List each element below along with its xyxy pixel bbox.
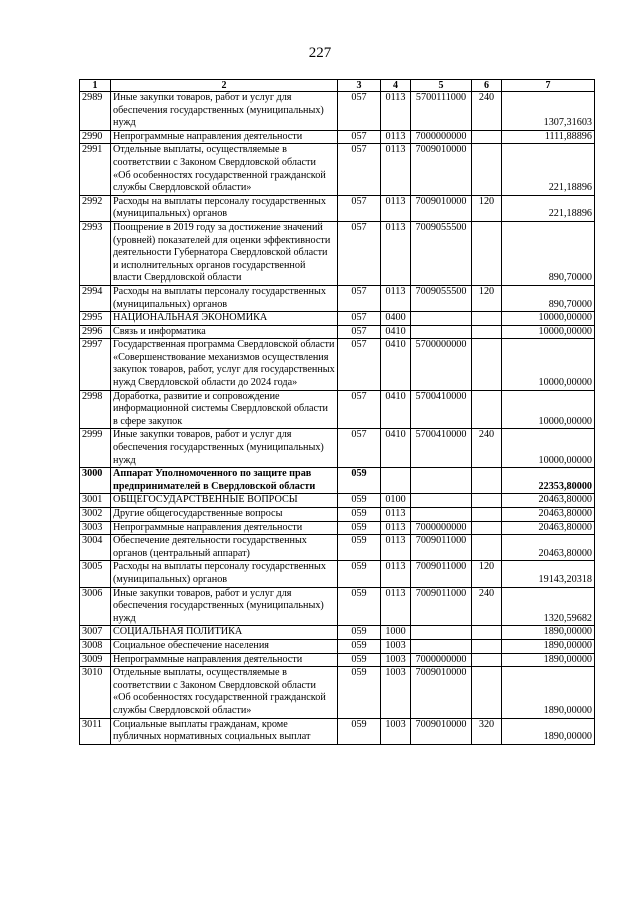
row-amount: 10000,00000 bbox=[502, 312, 595, 326]
section-code: 0113 bbox=[381, 144, 411, 195]
admin-code: 057 bbox=[338, 429, 381, 468]
row-amount: 19143,20318 bbox=[502, 561, 595, 587]
table-row bbox=[80, 92, 595, 131]
admin-code: 059 bbox=[338, 587, 381, 626]
row-name: Расходы на выплаты персоналу государственных (муниципальных) органов bbox=[111, 285, 338, 311]
expense-type-code bbox=[472, 325, 502, 339]
row-number: 3010 bbox=[80, 667, 111, 718]
section-code bbox=[381, 468, 411, 494]
table-row bbox=[80, 285, 595, 311]
expense-type-code: 240 bbox=[472, 587, 502, 626]
row-amount: 20463,80000 bbox=[502, 494, 595, 508]
budget-table bbox=[79, 79, 595, 745]
row-amount: 221,18896 bbox=[502, 195, 595, 221]
target-article-code bbox=[411, 626, 472, 640]
table-row bbox=[80, 508, 595, 522]
row-name: Другие общегосударственные вопросы bbox=[111, 508, 338, 522]
expense-type-code: 120 bbox=[472, 285, 502, 311]
table-row bbox=[80, 494, 595, 508]
section-code: 0113 bbox=[381, 508, 411, 522]
table-row bbox=[80, 718, 595, 744]
row-amount: 20463,80000 bbox=[502, 535, 595, 561]
row-name: Социальное обеспечение населения bbox=[111, 639, 338, 653]
admin-code: 059 bbox=[338, 626, 381, 640]
column-header: 2 bbox=[111, 80, 338, 92]
table-row bbox=[80, 221, 595, 285]
row-amount: 1890,00000 bbox=[502, 626, 595, 640]
table-body bbox=[80, 92, 595, 745]
target-article-code: 7009055500 bbox=[411, 221, 472, 285]
expense-type-code: 120 bbox=[472, 561, 502, 587]
column-header: 3 bbox=[338, 80, 381, 92]
section-code: 0400 bbox=[381, 312, 411, 326]
row-number: 2993 bbox=[80, 221, 111, 285]
target-article-code: 7000000000 bbox=[411, 521, 472, 535]
admin-code: 057 bbox=[338, 325, 381, 339]
row-name: Отдельные выплаты, осуществляемые в соответствии с Законом Свердловской области «Об особенностях государственной гражданской службы Свердловской области» bbox=[111, 144, 338, 195]
page-number: 227 bbox=[308, 45, 332, 61]
target-article-code: 7000000000 bbox=[411, 130, 472, 144]
admin-code: 059 bbox=[338, 508, 381, 522]
row-number: 2990 bbox=[80, 130, 111, 144]
section-code: 0113 bbox=[381, 195, 411, 221]
row-number: 3001 bbox=[80, 494, 111, 508]
row-name: Расходы на выплаты персоналу государственных (муниципальных) органов bbox=[111, 195, 338, 221]
target-article-code: 7009010000 bbox=[411, 667, 472, 718]
expense-type-code bbox=[472, 494, 502, 508]
row-name: НАЦИОНАЛЬНАЯ ЭКОНОМИКА bbox=[111, 312, 338, 326]
row-number: 2996 bbox=[80, 325, 111, 339]
row-name: Поощрение в 2019 году за достижение значений (уровней) показателей для оценки эффективности деятельности Губернатора Свердловской области и исполнительных органов государственной власти Свердловской области bbox=[111, 221, 338, 285]
expense-type-code bbox=[472, 339, 502, 390]
section-code: 1003 bbox=[381, 653, 411, 667]
target-article-code: 7009011000 bbox=[411, 587, 472, 626]
target-article-code: 5700410000 bbox=[411, 429, 472, 468]
row-number: 3000 bbox=[80, 468, 111, 494]
table-row bbox=[80, 195, 595, 221]
row-name: Обеспечение деятельности государственных органов (центральный аппарат) bbox=[111, 535, 338, 561]
row-amount: 1307,31603 bbox=[502, 92, 595, 131]
section-code: 0410 bbox=[381, 390, 411, 429]
table-row bbox=[80, 653, 595, 667]
expense-type-code bbox=[472, 667, 502, 718]
row-amount: 22353,80000 bbox=[502, 468, 595, 494]
row-number: 2992 bbox=[80, 195, 111, 221]
section-code: 1000 bbox=[381, 626, 411, 640]
column-header: 7 bbox=[502, 80, 595, 92]
admin-code: 059 bbox=[338, 468, 381, 494]
row-amount: 10000,00000 bbox=[502, 325, 595, 339]
expense-type-code bbox=[472, 312, 502, 326]
table-row bbox=[80, 144, 595, 195]
column-header: 5 bbox=[411, 80, 472, 92]
row-name: Государственная программа Свердловской области «Совершенствование механизмов осуществления закупок товаров, работ, услуг для государственных нужд Свердловской области до 2024 года» bbox=[111, 339, 338, 390]
row-name: СОЦИАЛЬНАЯ ПОЛИТИКА bbox=[111, 626, 338, 640]
row-name: Социальные выплаты гражданам, кроме публичных нормативных социальных выплат bbox=[111, 718, 338, 744]
target-article-code: 7009055500 bbox=[411, 285, 472, 311]
target-article-code: 7009010000 bbox=[411, 718, 472, 744]
row-name: Непрограммные направления деятельности bbox=[111, 521, 338, 535]
target-article-code: 7000000000 bbox=[411, 653, 472, 667]
row-number: 2995 bbox=[80, 312, 111, 326]
row-number: 2998 bbox=[80, 390, 111, 429]
table-row bbox=[80, 429, 595, 468]
section-code: 1003 bbox=[381, 718, 411, 744]
expense-type-code: 320 bbox=[472, 718, 502, 744]
row-name: Непрограммные направления деятельности bbox=[111, 653, 338, 667]
expense-type-code bbox=[472, 390, 502, 429]
admin-code: 059 bbox=[338, 494, 381, 508]
target-article-code: 7009011000 bbox=[411, 561, 472, 587]
row-amount: 1320,59682 bbox=[502, 587, 595, 626]
section-code: 0113 bbox=[381, 521, 411, 535]
row-number: 3003 bbox=[80, 521, 111, 535]
expense-type-code bbox=[472, 508, 502, 522]
target-article-code bbox=[411, 508, 472, 522]
row-amount: 10000,00000 bbox=[502, 429, 595, 468]
expense-type-code bbox=[472, 639, 502, 653]
table-row bbox=[80, 587, 595, 626]
row-name: Расходы на выплаты персоналу государственных (муниципальных) органов bbox=[111, 561, 338, 587]
target-article-code bbox=[411, 639, 472, 653]
row-name: Иные закупки товаров, работ и услуг для обеспечения государственных (муниципальных) нужд bbox=[111, 429, 338, 468]
section-code: 0113 bbox=[381, 587, 411, 626]
row-amount: 221,18896 bbox=[502, 144, 595, 195]
row-number: 3007 bbox=[80, 626, 111, 640]
section-code: 0113 bbox=[381, 92, 411, 131]
target-article-code: 7009010000 bbox=[411, 144, 472, 195]
table-row bbox=[80, 468, 595, 494]
section-code: 0113 bbox=[381, 561, 411, 587]
row-amount: 1890,00000 bbox=[502, 718, 595, 744]
row-number: 2994 bbox=[80, 285, 111, 311]
expense-type-code bbox=[472, 468, 502, 494]
row-name: Иные закупки товаров, работ и услуг для обеспечения государственных (муниципальных) нужд bbox=[111, 587, 338, 626]
admin-code: 059 bbox=[338, 639, 381, 653]
column-header: 1 bbox=[80, 80, 111, 92]
row-amount: 1111,88896 bbox=[502, 130, 595, 144]
target-article-code bbox=[411, 312, 472, 326]
section-code: 0410 bbox=[381, 325, 411, 339]
row-name: Доработка, развитие и сопровождение информационной системы Свердловской области в сфере закупок bbox=[111, 390, 338, 429]
admin-code: 057 bbox=[338, 92, 381, 131]
expense-type-code bbox=[472, 144, 502, 195]
admin-code: 059 bbox=[338, 535, 381, 561]
admin-code: 057 bbox=[338, 390, 381, 429]
admin-code: 059 bbox=[338, 561, 381, 587]
section-code: 0113 bbox=[381, 130, 411, 144]
expense-type-code bbox=[472, 130, 502, 144]
section-code: 0410 bbox=[381, 339, 411, 390]
admin-code: 057 bbox=[338, 195, 381, 221]
section-code: 0410 bbox=[381, 429, 411, 468]
row-number: 3008 bbox=[80, 639, 111, 653]
target-article-code: 5700000000 bbox=[411, 339, 472, 390]
column-header: 6 bbox=[472, 80, 502, 92]
row-name: Непрограммные направления деятельности bbox=[111, 130, 338, 144]
row-name: Иные закупки товаров, работ и услуг для обеспечения государственных (муниципальных) нужд bbox=[111, 92, 338, 131]
table-row bbox=[80, 130, 595, 144]
row-amount: 20463,80000 bbox=[502, 508, 595, 522]
section-code: 0100 bbox=[381, 494, 411, 508]
row-name: Аппарат Уполномоченного по защите прав предпринимателей в Свердловской области bbox=[111, 468, 338, 494]
row-amount: 20463,80000 bbox=[502, 521, 595, 535]
target-article-code: 5700410000 bbox=[411, 390, 472, 429]
row-name: ОБЩЕГОСУДАРСТВЕННЫЕ ВОПРОСЫ bbox=[111, 494, 338, 508]
target-article-code bbox=[411, 468, 472, 494]
row-number: 3011 bbox=[80, 718, 111, 744]
section-code: 1003 bbox=[381, 639, 411, 653]
admin-code: 059 bbox=[338, 653, 381, 667]
expense-type-code bbox=[472, 521, 502, 535]
target-article-code bbox=[411, 325, 472, 339]
row-amount: 10000,00000 bbox=[502, 390, 595, 429]
row-amount: 1890,00000 bbox=[502, 667, 595, 718]
row-number: 3009 bbox=[80, 653, 111, 667]
row-number: 3002 bbox=[80, 508, 111, 522]
expense-type-code bbox=[472, 221, 502, 285]
expense-type-code: 240 bbox=[472, 429, 502, 468]
expense-type-code: 120 bbox=[472, 195, 502, 221]
admin-code: 057 bbox=[338, 312, 381, 326]
target-article-code: 5700111000 bbox=[411, 92, 472, 131]
table-row bbox=[80, 325, 595, 339]
row-amount: 1890,00000 bbox=[502, 653, 595, 667]
admin-code: 057 bbox=[338, 144, 381, 195]
table-row bbox=[80, 626, 595, 640]
row-number: 2999 bbox=[80, 429, 111, 468]
expense-type-code bbox=[472, 653, 502, 667]
row-name: Отдельные выплаты, осуществляемые в соответствии с Законом Свердловской области «Об особенностях государственной гражданской службы Свердловской области» bbox=[111, 667, 338, 718]
table-row bbox=[80, 639, 595, 653]
table-row bbox=[80, 535, 595, 561]
table-row bbox=[80, 521, 595, 535]
column-header: 4 bbox=[381, 80, 411, 92]
section-code: 1003 bbox=[381, 667, 411, 718]
admin-code: 057 bbox=[338, 221, 381, 285]
admin-code: 057 bbox=[338, 285, 381, 311]
row-number: 2997 bbox=[80, 339, 111, 390]
table-row bbox=[80, 561, 595, 587]
section-code: 0113 bbox=[381, 535, 411, 561]
table-row bbox=[80, 312, 595, 326]
row-number: 3005 bbox=[80, 561, 111, 587]
expense-type-code bbox=[472, 535, 502, 561]
row-amount: 890,70000 bbox=[502, 221, 595, 285]
row-amount: 1890,00000 bbox=[502, 639, 595, 653]
section-code: 0113 bbox=[381, 221, 411, 285]
row-amount: 890,70000 bbox=[502, 285, 595, 311]
expense-type-code: 240 bbox=[472, 92, 502, 131]
table-row bbox=[80, 339, 595, 390]
table-header-row bbox=[80, 80, 595, 92]
section-code: 0113 bbox=[381, 285, 411, 311]
admin-code: 057 bbox=[338, 339, 381, 390]
expense-type-code bbox=[472, 626, 502, 640]
row-number: 3006 bbox=[80, 587, 111, 626]
row-number: 3004 bbox=[80, 535, 111, 561]
admin-code: 059 bbox=[338, 718, 381, 744]
row-name: Связь и информатика bbox=[111, 325, 338, 339]
table-row bbox=[80, 390, 595, 429]
admin-code: 059 bbox=[338, 521, 381, 535]
target-article-code: 7009011000 bbox=[411, 535, 472, 561]
admin-code: 059 bbox=[338, 667, 381, 718]
row-number: 2991 bbox=[80, 144, 111, 195]
row-number: 2989 bbox=[80, 92, 111, 131]
target-article-code bbox=[411, 494, 472, 508]
row-amount: 10000,00000 bbox=[502, 339, 595, 390]
target-article-code: 7009010000 bbox=[411, 195, 472, 221]
admin-code: 057 bbox=[338, 130, 381, 144]
table-row bbox=[80, 667, 595, 718]
